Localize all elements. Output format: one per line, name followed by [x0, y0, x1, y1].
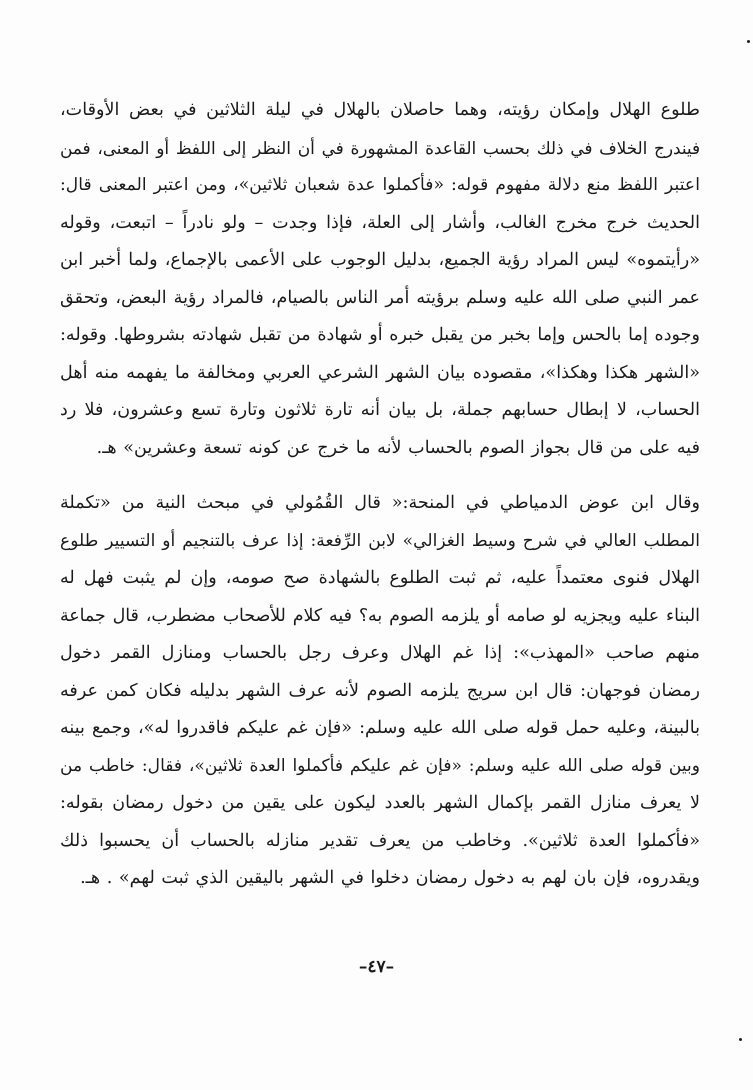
text-line: «فأكملوا العدة ثلاثين». وخاطب من يعرف تقدير منازله بالحساب أن يحسبوا ذلك	[60, 830, 700, 851]
text-line: طلوع الهلال وإمكان رؤيته، وهما حاصلان بالهلال في ليلة الثلاثين في بعض الأوقات،	[60, 100, 700, 120]
page-number: –٤٧–	[358, 957, 395, 977]
text-line: الهلال فنوى معتمداً عليه، ثم ثبت الطلوع بالشهادة صح صومه، وإن لم يثبت فهل له	[60, 568, 700, 588]
text-line: الحديث خرج مخرج الغالب، وأشار إلى العلة، فإذا وجدت – ولو نادراً – اتبعت، وقوله	[60, 212, 700, 233]
text-line: عمر النبي صلى الله عليه وسلم برؤيته أمر الناس بالصيام، فالمراد رؤية البعض، وتحقق	[60, 287, 700, 308]
text-line: البناء عليه ويجزيه لو صامه أو يلزمه الصوم به؟ فيه كلام للأصحاب مضطرب، قال جماعة	[60, 605, 700, 626]
text-line: «الشهر هكذا وهكذا»، مقصوده بيان الشهر الشرعي العربي ومخالفة ما يفهمه منه أهل	[60, 362, 700, 383]
text-line: الحساب، لا إبطال حسابهم جملة، بل بيان أنه تارة ثلاثون وتارة تسع وعشرون، فلا رد	[60, 400, 700, 420]
text-line: فيه على من قال بجواز الصوم بالحساب لأنه ما خرج عن كونه تسعة وعشرين» هـ.	[96, 437, 700, 458]
text-line: ويقدروه، فإن بان لهم به دخول رمضان دخلوا في الشهر باليقين الذي ثبت لهم» . هـ.	[80, 868, 700, 888]
paragraph-1	[60, 92, 700, 467]
text-line: وجوده إما بالحس وإما بخبر من يقبل خبره أو شهادة من تقبل شهادته بشروطها. وقوله:	[60, 325, 700, 345]
text-line: المطلب العالي في شرح وسيط الغزالي» لابن الرِّفعة: إذا عرف بالتنجيم أو التسيير طلوع	[60, 530, 700, 551]
text-line: وقال ابن عوض الدمياطي في المنحة:« قال القُمُولي في مبحث النية من «تكملة	[60, 493, 700, 513]
text-line: لا يعرف منازل القمر بإكمال الشهر بالعدد ليكون على يقين من دخول رمضان بقوله:	[60, 793, 700, 813]
text-line: اعتبر اللفظ منع دلالة مفهوم قوله: «فأكملوا عدة شعبان ثلاثين»، ومن اعتبر المعنى قال:	[60, 175, 700, 195]
scan-speck	[747, 40, 750, 43]
scan-speck	[739, 1038, 742, 1041]
text-line: بالبينة، وعليه حمل قوله صلى الله عليه وسلم: «فإن غم عليكم فاقدروا له»، وجمع بينه	[60, 718, 700, 738]
text-line: وبين قوله صلى الله عليه وسلم: «فإن غم عليكم فأكملوا العدة ثلاثين»، فقال: خاطب من	[60, 755, 700, 776]
text-line: منهم صاحب «المهذب»: إذا غم الهلال وعرف رجل بالحساب ومنازل القمر دخول	[60, 643, 700, 663]
paragraph-2	[60, 485, 700, 898]
text-line: رمضان فوجهان: قال ابن سريج يلزمه الصوم لأنه عرف الشهر بدليله فكان كمن عرفه	[60, 680, 700, 701]
text-line: «رأيتموه» ليس المراد رؤية الجميع، بدليل الوجوب على الأعمى بالإجماع، ولما أخبر ابن	[60, 250, 700, 270]
text-line: فيندرج الخلاف في ذلك بحسب القاعدة المشهورة في أن النظر إلى اللفظ أو المعنى، فمن	[60, 137, 700, 158]
